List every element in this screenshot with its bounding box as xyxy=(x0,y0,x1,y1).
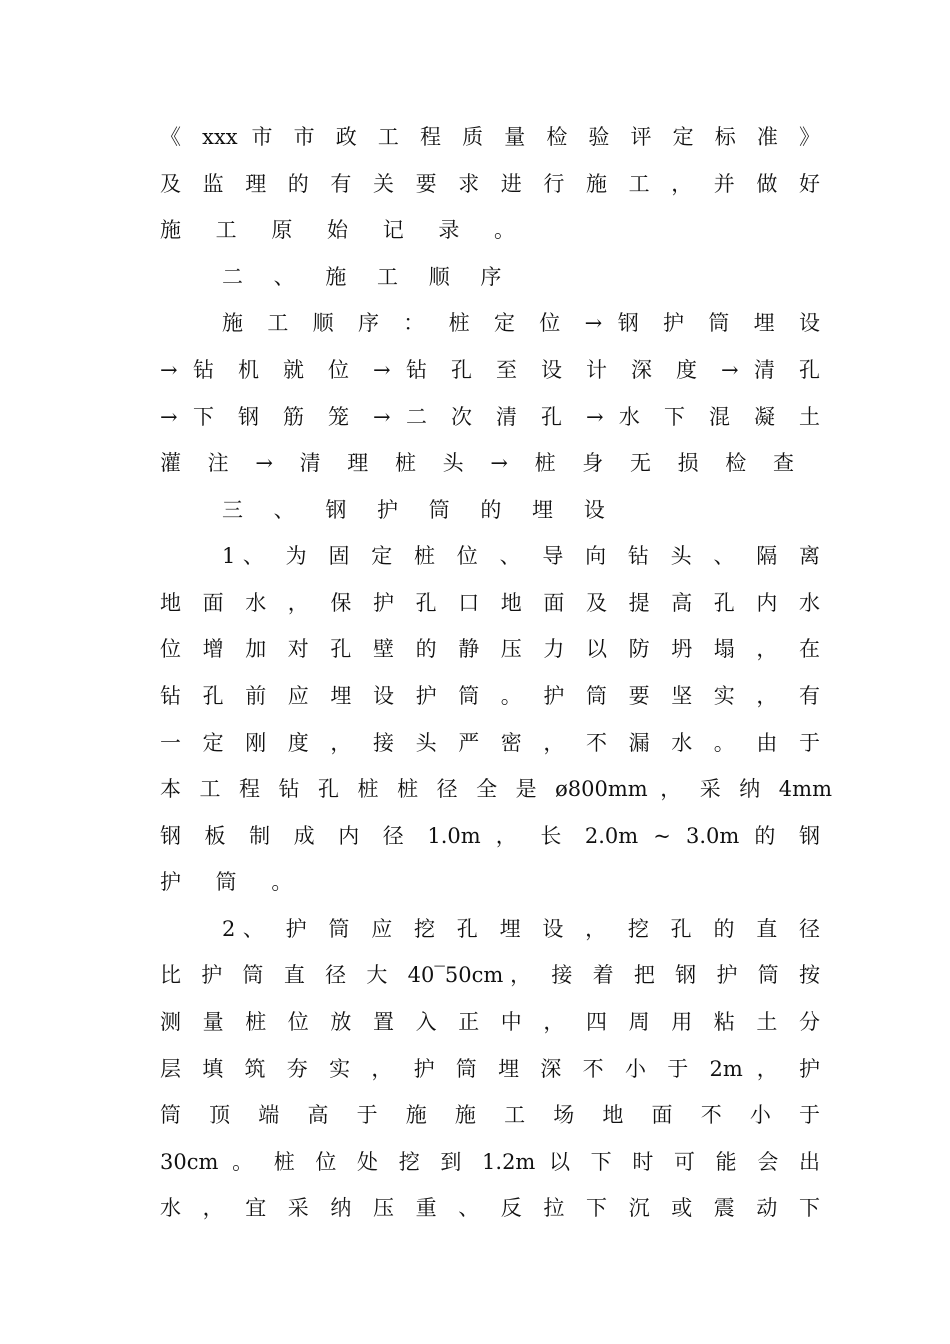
text-line-16: 钢 板 制 成 内 径 1.0m ， 长 2.0m ~ 3.0m 的 钢 xyxy=(160,824,820,848)
text-line-12: 位 增 加 对 孔 壁 的 静 压 力 以 防 坍 塌 ， 在 xyxy=(160,637,820,661)
text-line-10: 1、 为 固 定 桩 位 、 导 向 钻 头 、 隔 离 xyxy=(222,544,820,568)
text-line-23: 30cm 。 桩 位 处 挖 到 1.2m 以 下 时 可 能 会 出 xyxy=(160,1150,820,1174)
text-line-21: 层 填 筑 夯 实 ， 护 筒 埋 深 不 小 于 2m ， 护 xyxy=(160,1057,820,1081)
text-line-13: 钻 孔 前 应 埋 设 护 筒 。 护 筒 要 坚 实 ， 有 xyxy=(160,684,820,708)
section-heading-2: 二 、 施 工 顺 序 xyxy=(222,265,514,289)
text-line-1: 《 xxx 市 市 政 工 程 质 量 检 验 评 定 标 准 》 xyxy=(160,125,820,149)
text-line-6: → 钻 机 就 位 → 钻 孔 至 设 计 深 度 → 清 孔 xyxy=(160,358,820,382)
text-line-17: 护 筒 。 xyxy=(160,870,307,894)
text-line-22: 筒 顶 端 高 于 施 施 工 场 地 面 不 小 于 xyxy=(160,1103,820,1127)
text-line-5: 施 工 顺 序 ： 桩 定 位 → 钢 护 筒 埋 设 xyxy=(222,311,820,335)
text-line-8: 灌 注 → 清 理 桩 头 → 桩 身 无 损 检 查 xyxy=(160,451,804,475)
text-line-14: 一 定 刚 度 ， 接 头 严 密 ， 不 漏 水 。 由 于 xyxy=(160,731,820,755)
text-line-7: → 下 钢 筋 笼 → 二 次 清 孔 → 水 下 混 凝 土 xyxy=(160,405,820,429)
text-line-19: 比 护 筒 直 径 大 40‾50cm， 接 着 把 钢 护 筒 按 xyxy=(160,963,820,987)
text-line-2: 及 监 理 的 有 关 要 求 进 行 施 工 ， 并 做 好 xyxy=(160,172,820,196)
text-line-20: 测 量 桩 位 放 置 入 正 中 ， 四 周 用 粘 土 分 xyxy=(160,1010,820,1034)
text-line-11: 地 面 水 ， 保 护 孔 口 地 面 及 提 高 孔 内 水 xyxy=(160,591,820,615)
text-line-3: 施 工 原 始 记 录 。 xyxy=(160,218,530,242)
text-line-15: 本 工 程 钻 孔 桩 桩 径 全 是 ø800mm ， 采 纳 4mm xyxy=(160,777,832,801)
section-heading-3: 三 、 钢 护 筒 的 埋 设 xyxy=(222,498,617,522)
text-line-18: 2、 护 筒 应 挖 孔 埋 设 ， 挖 孔 的 直 径 xyxy=(222,917,820,941)
text-line-24: 水 ， 宜 采 纳 压 重 、 反 拉 下 沉 或 震 动 下 xyxy=(160,1196,820,1220)
